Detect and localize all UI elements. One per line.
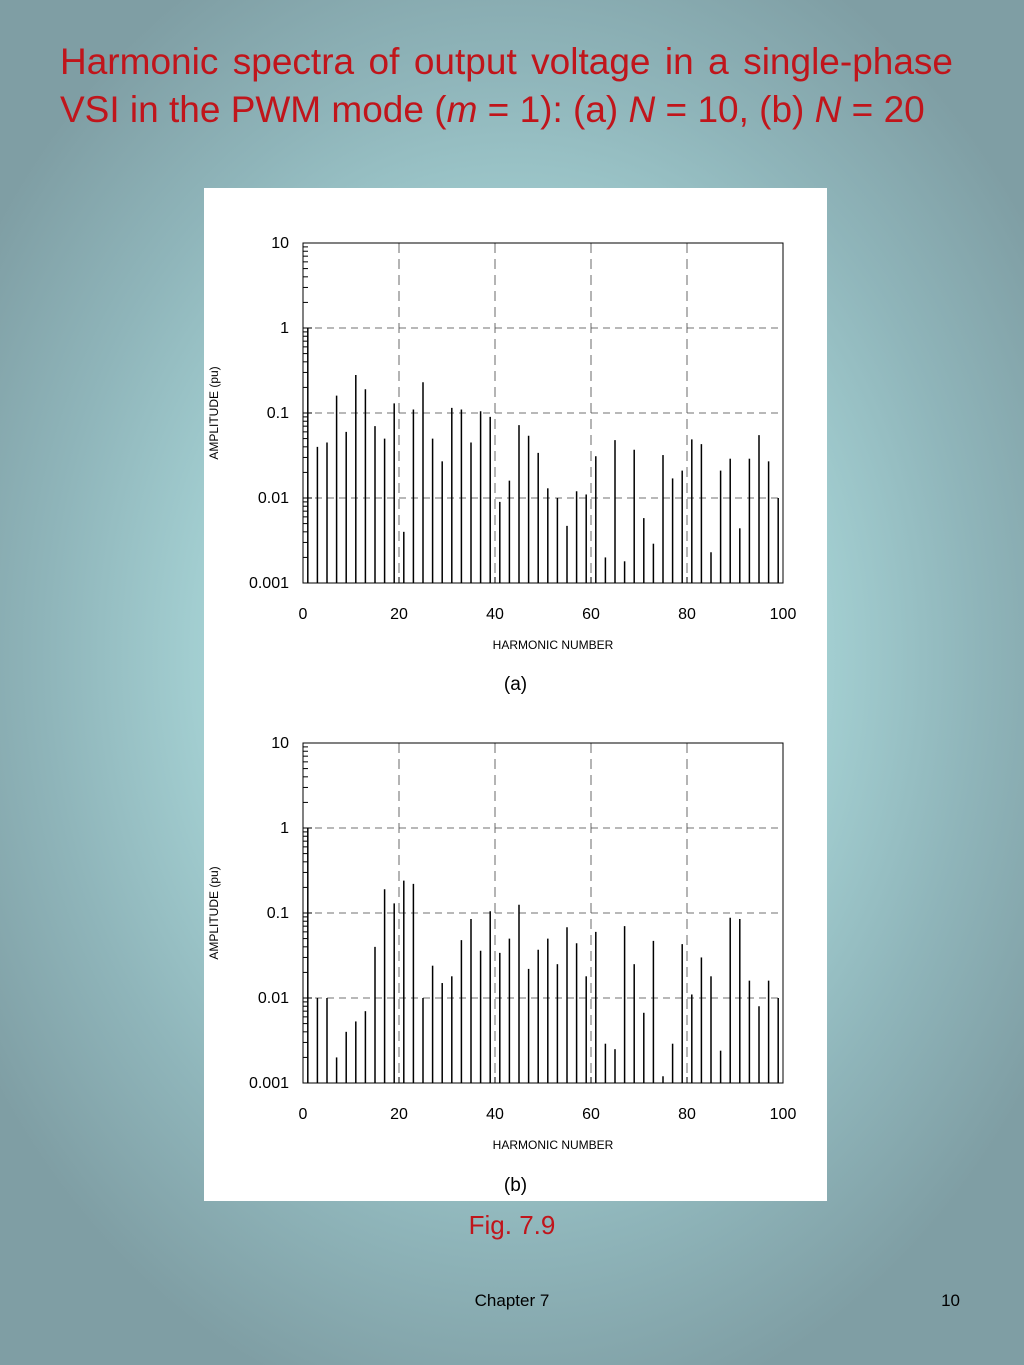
footer-page-number: 10 [941,1291,960,1310]
y-axis-label: AMPLITUDE (pu) [207,366,221,460]
x-tick-label: 80 [678,1106,696,1123]
y-tick-label: 10 [271,735,289,752]
chart-a [204,188,827,688]
figure-panel [204,188,827,1201]
x-tick-label: 80 [678,606,696,623]
slide-title [60,38,953,134]
title-var-n1: N [628,89,656,130]
x-tick-label: 40 [486,606,504,623]
y-tick-label: 1 [280,820,289,837]
y-tick-label: 0.001 [248,1075,289,1092]
x-axis-label: HARMONIC NUMBER [492,1138,614,1152]
x-tick-label: 20 [390,606,408,623]
title-lead: Harmonic spectra of output voltage in a single-phase VSI in the PWM mode ( [60,41,953,130]
x-tick-label: 60 [582,1106,600,1123]
y-tick-label: 0.01 [257,990,289,1007]
x-tick-label: 0 [298,606,308,623]
y-tick-label: 1 [280,320,289,337]
y-axis-label: AMPLITUDE (pu) [207,866,221,960]
y-tick-label: 0.01 [257,490,289,507]
subcaption-a: (a) [503,674,528,695]
x-tick-label: 100 [769,606,797,623]
y-tick-label: 0.1 [266,905,289,922]
title-var-n2: N [814,89,842,130]
subcaption-b: (b) [503,1175,528,1196]
x-tick-label: 100 [769,1106,797,1123]
x-axis-label: HARMONIC NUMBER [492,638,614,652]
x-tick-label: 40 [486,1106,504,1123]
title-mid: = 1): (a) [477,89,629,130]
y-tick-label: 0.1 [266,405,289,422]
title-mid2: = 10, (b) [655,89,815,130]
title-var-m: m [446,89,478,130]
chart-b [204,688,827,1188]
y-tick-label: 10 [271,235,289,252]
title-end: = 20 [841,89,925,130]
x-tick-label: 0 [298,1106,308,1123]
x-tick-label: 60 [582,606,600,623]
x-tick-label: 20 [390,1106,408,1123]
footer-chapter: Chapter 7 [474,1291,550,1310]
y-tick-label: 0.001 [248,575,289,592]
figure-caption: Fig. 7.9 [468,1210,556,1240]
